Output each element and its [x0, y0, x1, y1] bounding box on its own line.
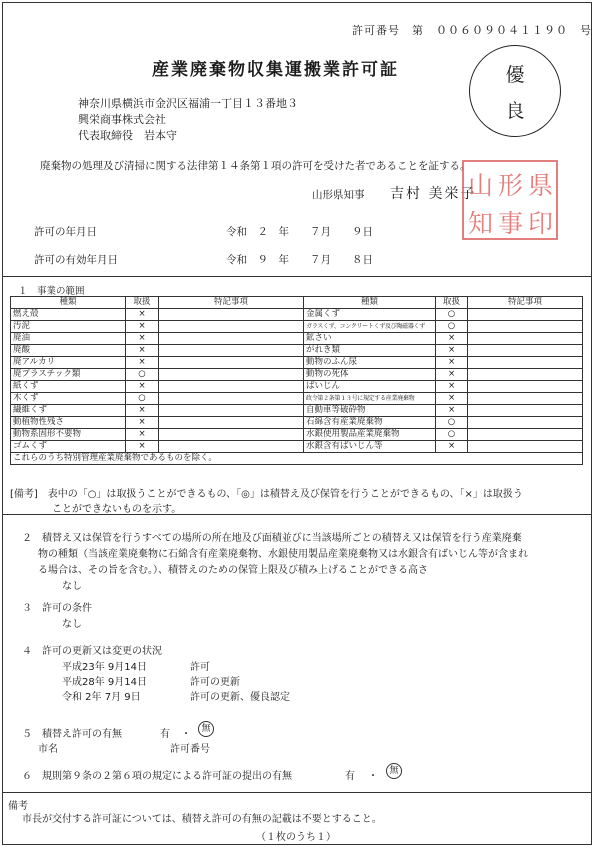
table-row — [11, 369, 583, 381]
section3-title: ３ 許可の条件 — [22, 603, 92, 614]
permit-number: 許可番号 第 ００６０９０４１１９０ 号 — [352, 24, 592, 37]
waste-type-cell: ゴムくず — [11, 441, 126, 453]
table-footnote-row — [11, 453, 583, 465]
history-date: 令和 2年 7月 9日 — [62, 692, 141, 703]
table-row — [11, 417, 583, 429]
excellence-badge — [469, 45, 561, 137]
seal-char: 印 — [528, 209, 554, 238]
waste-type-cell: 廃酸 — [11, 345, 126, 357]
notes-cell — [159, 321, 304, 333]
waste-type-cell: ガラスくず、コンクリートくず及び陶磁器くず — [304, 321, 436, 333]
table-row — [11, 345, 583, 357]
notes-cell — [468, 381, 583, 393]
scope-footnote: これらのうち特別管理産業廃棄物であるものを除く。 — [11, 453, 583, 465]
waste-type-cell: 汚泥 — [11, 321, 126, 333]
notes-cell — [468, 429, 583, 441]
waste-type-cell: 廃プラスチック類 — [11, 369, 126, 381]
waste-type-cell: 廃アルカリ — [11, 357, 126, 369]
seal-char: 形 — [498, 171, 524, 200]
scope-title: １ 事業の範囲 — [18, 286, 85, 297]
waste-type-cell: 紙くず — [11, 381, 126, 393]
document-title: 産業廃棄物収集運搬業許可証 — [152, 60, 399, 80]
handling-cell: × — [436, 441, 468, 453]
badge-bottom-char: 良 — [505, 100, 525, 122]
waste-type-cell: 廃油 — [11, 333, 126, 345]
col-header-type: 種類 — [304, 297, 436, 309]
history-event: 許可 — [190, 662, 210, 673]
handling-cell: × — [126, 345, 159, 357]
section4-title: ４ 許可の更新又は変更の状況 — [22, 646, 162, 657]
section2-line2: 物の種類（当該産業廃棄物に石綿含有産業廃棄物、水銀使用製品産業廃棄物又は水銀含有ばいじん等が含まれ — [38, 549, 528, 560]
waste-type-cell: ばいじん — [304, 381, 436, 393]
section6-title: ６ 規則第９条の２第６項の規定による許可証の提出の有無 — [22, 771, 292, 782]
notes-cell — [159, 369, 304, 381]
waste-type-cell: 鉱さい — [304, 333, 436, 345]
table-row — [11, 321, 583, 333]
seal-char: 事 — [498, 209, 524, 238]
notes-cell — [159, 441, 304, 453]
handling-cell: × — [126, 357, 159, 369]
col-header-notes: 特記事項 — [159, 297, 304, 309]
handling-cell: ○ — [436, 429, 468, 441]
handling-cell: × — [126, 429, 159, 441]
notes-cell — [159, 333, 304, 345]
issuer-name: 吉村 美栄子 — [390, 186, 477, 202]
badge-top-char: 優 — [505, 64, 525, 86]
waste-type-cell: 金属くず — [304, 309, 436, 321]
col-header-handling: 取扱 — [126, 297, 159, 309]
permit-date-label: 許可の年月日 — [34, 226, 97, 238]
col-header-notes: 特記事項 — [468, 297, 583, 309]
waste-type-cell: 動物系固形不要物 — [11, 429, 126, 441]
holder-company: 興栄商事株式会社 — [78, 113, 166, 126]
section6-no: 無 — [386, 763, 402, 779]
waste-type-cell: がれき類 — [304, 345, 436, 357]
handling-cell: ○ — [436, 309, 468, 321]
table-row — [11, 429, 583, 441]
handling-cell: × — [436, 345, 468, 357]
section5-title: ５ 積替え許可の有無 — [22, 729, 122, 740]
waste-type-cell: 動物のふん尿 — [304, 357, 436, 369]
valid-date-value: 令和 ９ 年 ７月 ８日 — [226, 254, 373, 266]
notes-cell — [468, 393, 583, 405]
table-row — [11, 393, 583, 405]
notes-cell — [159, 429, 304, 441]
handling-cell: × — [126, 309, 159, 321]
notes-cell — [468, 441, 583, 453]
history-date: 平成23年 9月14日 — [62, 662, 147, 673]
section3-value: なし — [62, 619, 82, 630]
handling-cell: ○ — [126, 369, 159, 381]
section5-city-label: 市名 — [38, 744, 58, 755]
handling-cell: × — [436, 357, 468, 369]
scope-table — [10, 296, 583, 465]
seal-char: 山 — [468, 171, 494, 200]
waste-type-cell: 繊維くず — [11, 405, 126, 417]
remarks-line1: [備考] 表中の「○」は取扱うことができるもの、「◎」は積替え及び保管を行うことができるもの、「×」は取扱う — [10, 489, 523, 500]
handling-cell: ○ — [436, 417, 468, 429]
handling-cell: × — [126, 333, 159, 345]
notes-cell — [468, 309, 583, 321]
biko-text: 市長が交付する許可証については、積替え許可の有無の記載は不要とすること。 — [22, 814, 382, 825]
section2-line1: ２ 積替え又は保管を行うすべての場所の所在地及び面積並びに当該場所ごとの積替え又は保管を行う産業廃棄 — [22, 533, 522, 544]
handling-cell: × — [436, 393, 468, 405]
col-header-handling: 取扱 — [436, 297, 468, 309]
divider — [2, 276, 592, 277]
waste-type-cell: 動植物性残さ — [11, 417, 126, 429]
waste-type-cell: 木くず — [11, 393, 126, 405]
seal-char: 県 — [528, 171, 554, 200]
notes-cell — [159, 405, 304, 417]
history-date: 平成28年 9月14日 — [62, 677, 147, 688]
permit-date-value: 令和 ２ 年 ７月 ９日 — [226, 226, 373, 238]
handling-cell: × — [126, 381, 159, 393]
holder-representative: 代表取締役 岩本守 — [78, 129, 177, 142]
issuer-title: 山形県知事 — [312, 189, 365, 201]
notes-cell — [159, 381, 304, 393]
handling-cell: ○ — [436, 321, 468, 333]
section2-line3: る場合は、その旨を含む。）、積替えのための保管上限及び積み上げることができる高さ — [38, 565, 428, 576]
section6-dot: ・ — [368, 771, 378, 782]
handling-cell: × — [126, 321, 159, 333]
handling-cell: × — [126, 405, 159, 417]
table-row — [11, 441, 583, 453]
handling-cell: × — [126, 417, 159, 429]
section5-no-circled — [198, 721, 214, 737]
notes-cell — [468, 345, 583, 357]
waste-type-cell: 燃え殻 — [11, 309, 126, 321]
handling-cell: × — [436, 333, 468, 345]
waste-type-cell: 自動車等破砕物 — [304, 405, 436, 417]
notes-cell — [159, 357, 304, 369]
handling-cell: × — [436, 369, 468, 381]
section5-no: 無 — [198, 721, 214, 737]
notes-cell — [468, 357, 583, 369]
history-event: 許可の更新、優良認定 — [190, 692, 290, 703]
table-row — [11, 357, 583, 369]
notes-cell — [468, 321, 583, 333]
holder-address: 神奈川県横浜市金沢区福浦一丁目１３番地３ — [78, 97, 298, 110]
divider — [2, 514, 592, 515]
section5-yes: 有 — [160, 729, 170, 740]
divider — [2, 792, 592, 793]
waste-type-cell: 動物の死体 — [304, 369, 436, 381]
table-row — [11, 405, 583, 417]
page-count: （１枚のうち１） — [256, 832, 336, 843]
notes-cell — [159, 309, 304, 321]
waste-type-cell: 石綿含有産業廃棄物 — [304, 417, 436, 429]
section5-dot: ・ — [181, 729, 191, 740]
official-seal — [462, 160, 558, 240]
notes-cell — [159, 345, 304, 357]
waste-type-cell: 政令第２条第１３号に規定する産業廃棄物 — [304, 393, 436, 405]
table-header-row — [11, 297, 583, 309]
section2-value: なし — [62, 581, 82, 592]
handling-cell: × — [126, 441, 159, 453]
table-row — [11, 333, 583, 345]
remarks-line2: ことができないものを示す。 — [52, 504, 182, 515]
waste-type-cell: 水銀含有ばいじん等 — [304, 441, 436, 453]
handling-cell: × — [436, 381, 468, 393]
section6-yes: 有 — [345, 771, 355, 782]
table-row — [11, 309, 583, 321]
history-event: 許可の更新 — [190, 677, 240, 688]
notes-cell — [468, 417, 583, 429]
waste-type-cell: 水銀使用製品産業廃棄物 — [304, 429, 436, 441]
certification-text: 廃棄物の処理及び清掃に関する法律第１４条第１項の許可を受けた者であることを証する。 — [40, 160, 471, 172]
valid-date-label: 許可の有効年月日 — [34, 254, 118, 266]
seal-char: 知 — [468, 209, 494, 238]
handling-cell: × — [436, 405, 468, 417]
notes-cell — [159, 393, 304, 405]
table-row — [11, 381, 583, 393]
notes-cell — [468, 405, 583, 417]
notes-cell — [159, 417, 304, 429]
section6-no-circled — [386, 763, 402, 779]
notes-cell — [468, 333, 583, 345]
biko-title: 備考 — [8, 801, 28, 812]
handling-cell: ○ — [126, 393, 159, 405]
notes-cell — [468, 369, 583, 381]
section5-permit-label: 許可番号 — [170, 744, 210, 755]
col-header-type: 種類 — [11, 297, 126, 309]
